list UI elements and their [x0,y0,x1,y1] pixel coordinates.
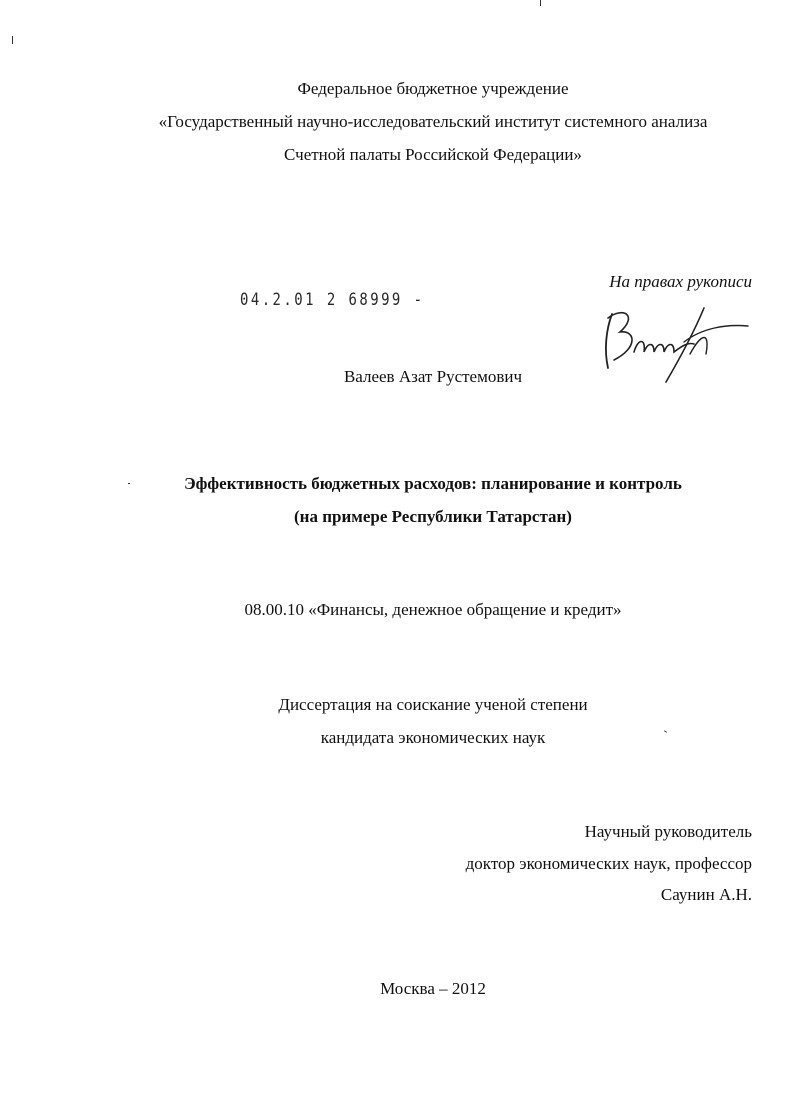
degree-line-2: кандидата экономических наук [320,728,546,747]
author-name: Валеев Азат Рустемович [343,367,523,386]
city-year: Москва – 2012 [380,979,486,998]
registration-stamp: 04.2.01 2 68999 - [240,290,425,310]
signature-stroke-6 [690,338,707,355]
institution-line-1: Федеральное бюджетное учреждение [297,79,569,98]
institution-line-3: Счетной палаты Российской Федерации» [284,145,582,164]
signature-stroke-5 [684,326,748,342]
institution-line-2: «Государственный научно-исследовательский институт системного анализа [158,112,708,131]
scan-artifact-top [540,0,541,6]
rights-note: На правах рукописи [609,272,752,291]
supervisor-name: Саунин А.Н. [660,885,752,904]
supervisor-label: Научный руководитель [584,822,752,841]
degree-line-1: Диссертация на соискание ученой степени [278,695,588,714]
signature-stroke-2 [608,313,632,360]
scan-artifact-left [12,36,13,44]
signature-stroke-1 [606,314,612,368]
specialty: 08.00.10 «Финансы, денежное обращение и кредит» [244,600,622,619]
supervisor-title: доктор экономических наук, профессор [465,854,752,873]
dissertation-title-line-1: Эффективность бюджетных расходов: планирование и контроль [184,474,682,493]
dissertation-title-line-2: (на примере Республики Татарстан) [294,507,572,526]
